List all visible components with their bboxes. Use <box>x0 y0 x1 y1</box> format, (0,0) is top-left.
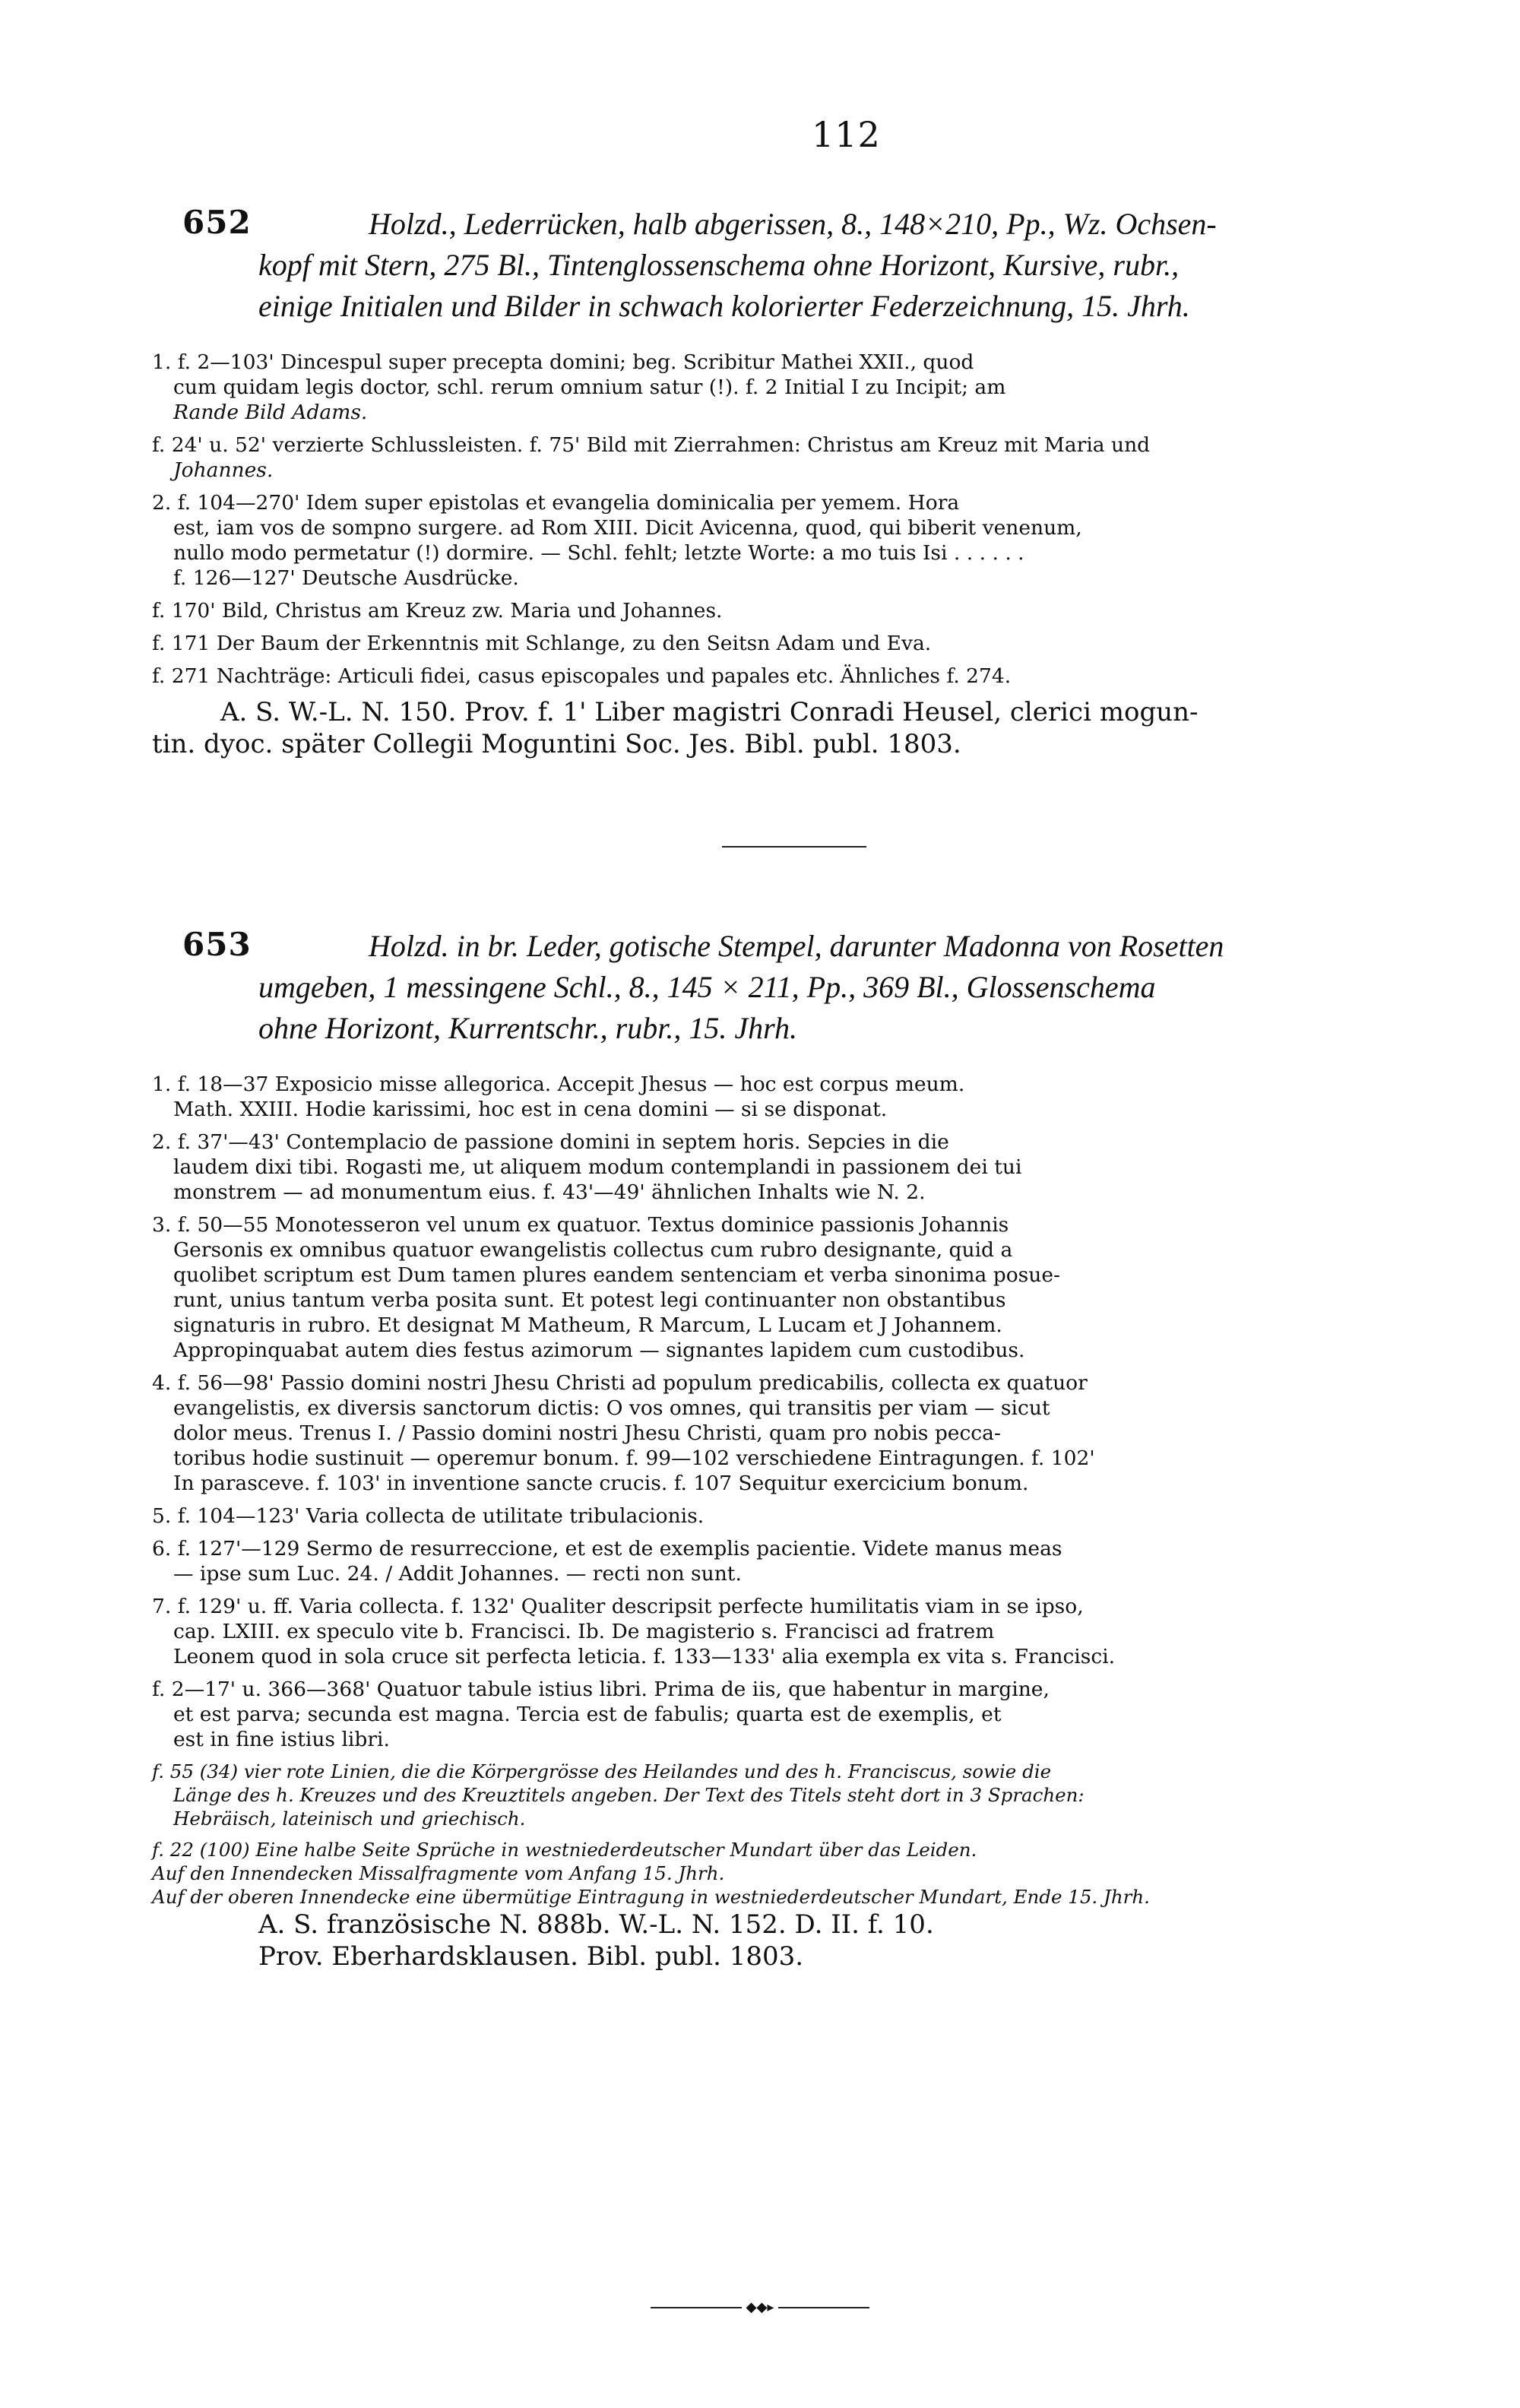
content-line: 1. f. 18—37 Exposicio misse allegorica. Accepit Jhesus — hoc est corpus meum. <box>152 1073 965 1096</box>
content-line: Hebräisch, lateinisch und griechisch. <box>173 1808 526 1830</box>
content-line: f. 22 (100) Eine halbe Seite Sprüche in westniederdeutscher Mundart über das Leiden. <box>152 1839 977 1861</box>
content-line: f. 171 Der Baum der Erkenntnis mit Schlange, zu den Seitsn Adam und Eva. <box>152 632 932 655</box>
content-line: dolor meus. Trenus I. / Passio domini nostri Jhesu Christi, quam pro nobis pecca- <box>173 1421 1001 1445</box>
content-line: 6. f. 127'—129 Sermo de resurreccione, et est de exemplis pacientie. Videte manus meas <box>152 1537 1062 1560</box>
catalog-entry-653 <box>152 926 1444 1972</box>
content-line: runt, unius tantum verba posita sunt. Et potest legi continuanter non obstantibus <box>173 1288 1006 1312</box>
content-line: Johannes. <box>173 458 274 482</box>
content-line: 1. f. 2—103' Dincespul super precepta domini; beg. Scribitur Mathei XXII., quod <box>152 350 974 374</box>
content-line: In parasceve. f. 103' in inventione sancte crucis. f. 107 Sequitur exercicium bonum. <box>173 1472 1029 1495</box>
content-line: 5. f. 104—123' Varia collecta de utilitate tribulacionis. <box>152 1504 705 1528</box>
content-line: f. 271 Nachträge: Articuli fidei, casus episcopales und papales etc. Ähnliches f. 274. <box>152 664 1012 688</box>
content-line: laudem dixi tibi. Rogasti me, ut aliquem modum contemplandi in passionem dei tui <box>173 1155 1022 1179</box>
description-line: ohne Horizont, Kurrentschr., rubr., 15. Jhrh. <box>258 1011 797 1045</box>
content-line: Länge des h. Kreuzes und des Kreuztitels angeben. Der Text des Titels steht dort in 3 Sprachen: <box>173 1784 1085 1806</box>
content-line: f. 24' u. 52' verzierte Schlussleisten. f. 75' Bild mit Zierrahmen: Christus am Kreuz mit Maria und <box>152 433 1151 457</box>
catalog-entry-652 <box>152 204 1444 760</box>
content-line: Rande Bild Adams. <box>173 401 368 424</box>
signature-line: A. S. W.-L. N. 150. Prov. f. 1' Liber magistri Conradi Heusel, clerici mogun- <box>220 697 1199 727</box>
content-line: Appropinquabat autem dies festus azimorum — signantes lapidem cum custodibus. <box>173 1339 1025 1362</box>
content-line: toribus hodie sustinuit — operemur bonum. f. 99—102 verschiedene Eintragungen. f. 102' <box>173 1446 1095 1470</box>
description-line: umgeben, 1 messingene Schl., 8., 145 × 211, Pp., 369 Bl., Glossenschema <box>258 970 1156 1004</box>
entry-description <box>258 926 1444 1049</box>
content-line: est, iam vos de sompno surgere. ad Rom XIII. Dicit Avicenna, quod, qui biberit venenum, <box>173 516 1082 540</box>
content-line: — ipse sum Luc. 24. / Addit Johannes. — recti non sunt. <box>173 1562 742 1586</box>
content-line: quolibet scriptum est Dum tamen plures eandem sentenciam et verba sinonima posue- <box>173 1263 1060 1287</box>
content-line: Leonem quod in sola cruce sit perfecta leticia. f. 133—133' alia exempla ex vita s. Francisci. <box>173 1645 1116 1668</box>
content-line: Math. XXIII. Hodie karissimi, hoc est in cena domini — si se disponat. <box>173 1098 888 1121</box>
content-line: evangelistis, ex diversis sanctorum dictis: O vos omnes, qui transitis per viam — sicut <box>173 1396 1050 1420</box>
content-line: 2. f. 104—270' Idem super epistolas et evangelia dominicalia per yemem. Hora <box>152 491 960 515</box>
content-line: cap. LXIII. ex speculo vite b. Francisci. Ib. De magisterio s. Francisci ad fratrem <box>173 1620 995 1643</box>
content-line: f. 126—127' Deutsche Ausdrücke. <box>173 566 519 590</box>
content-line: f. 55 (34) vier rote Linien, die die Körpergrösse des Heilandes und des h. Franciscus, sowie die <box>152 1760 1052 1782</box>
content-line: 4. f. 56—98' Passio domini nostri Jhesu Christi ad populum predicabilis, collecta ex quatuor <box>152 1371 1088 1395</box>
content-line: cum quidam legis doctor, schl. rerum omnium satur (!). f. 2 Initial I zu Incipit; am <box>173 375 1006 399</box>
content-line: 7. f. 129' u. ff. Varia collecta. f. 132' Qualiter descripsit perfecte humilitatis viam in se ipso, <box>152 1595 1084 1618</box>
content-line: Auf den Innendecken Missalfragmente vom Anfang 15. Jhrh. <box>152 1862 725 1884</box>
content-line: signaturis in rubro. Et designat M Matheum, R Marcum, L Lucam et J Johannem. <box>173 1313 1002 1337</box>
description-line: Holzd. in br. Leder, gotische Stempel, darunter Madonna von Rosetten <box>369 929 1224 963</box>
content-line: f. 2—17' u. 366—368' Quatuor tabule istius libri. Prima de iis, que habentur in margine, <box>152 1678 1050 1701</box>
page-number: 112 <box>812 114 881 155</box>
description-line: einige Initialen und Bilder in schwach kolorierter Federzeichnung, 15. Jhrh. <box>258 289 1190 323</box>
section-divider <box>722 846 866 848</box>
content-line: Gersonis ex omnibus quatuor ewangelistis collectus cum rubro designante, quid a <box>173 1238 1013 1262</box>
content-line: 2. f. 37'—43' Contemplacio de passione domini in septem horis. Sepcies in die <box>152 1130 949 1154</box>
description-line: kopf mit Stern, 275 Bl., Tintenglossenschema ohne Horizont, Kursive, rubr., <box>258 248 1180 282</box>
entry-number: 652 <box>182 204 252 241</box>
content-line: et est parva; secunda est magna. Tercia est de fabulis; quarta est de exemplis, et <box>173 1703 1002 1726</box>
description-line: Holzd., Lederrücken, halb abgerissen, 8., 148×210, Pp., Wz. Ochsen- <box>369 207 1217 241</box>
signature-line: tin. dyoc. später Collegii Moguntini Soc. Jes. Bibl. publ. 1803. <box>152 729 961 759</box>
content-line: est in fine istius libri. <box>173 1728 390 1751</box>
entry-description <box>258 204 1444 327</box>
content-line: 3. f. 50—55 Monotesseron vel unum ex quatuor. Textus dominice passionis Johannis <box>152 1213 1009 1237</box>
end-ornament: ◆◆▸ <box>646 2300 874 2315</box>
content-line: nullo modo permetatur (!) dormire. — Schl. fehlt; letzte Worte: a mo tuis Isi . . . . . . <box>173 541 1024 565</box>
content-items <box>152 350 1444 760</box>
content-line: Auf der oberen Innendecke eine übermütige Eintragung in westniederdeutscher Mundart, Ende 15. Jhrh. <box>152 1886 1150 1908</box>
entry-number: 653 <box>182 926 252 963</box>
signature-line: A. S. französische N. 888b. W.-L. N. 152. D. II. f. 10. <box>258 1909 934 1940</box>
signature-line: Prov. Eberhardsklausen. Bibl. publ. 1803. <box>258 1941 804 1972</box>
content-line: monstrem — ad monumentum eius. f. 43'—49' ähnlichen Inhalts wie N. 2. <box>173 1180 926 1204</box>
content-items <box>152 1072 1444 1972</box>
content-line: f. 170' Bild, Christus am Kreuz zw. Maria und Johannes. <box>152 599 723 623</box>
